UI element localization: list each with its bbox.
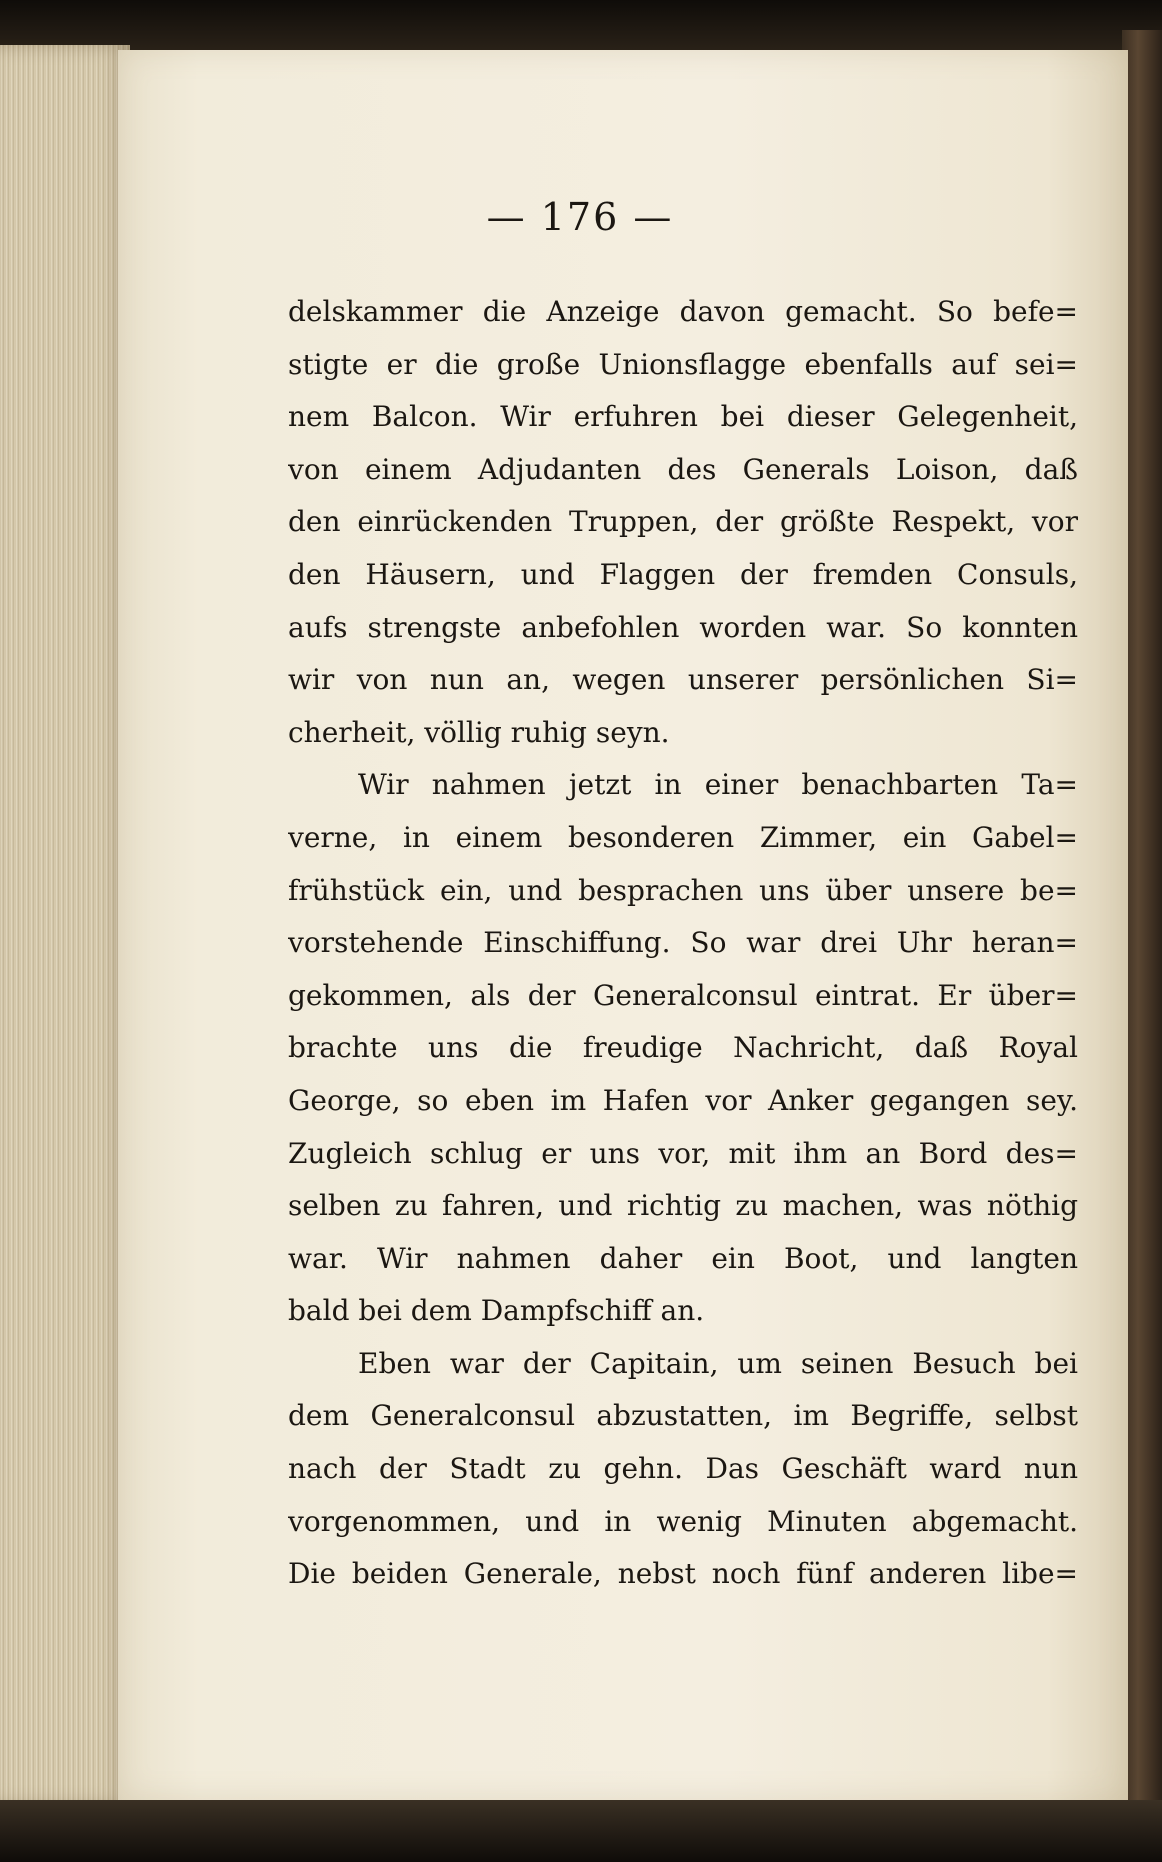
text-line: delskammer die Anzeige davon gemacht. So befe=: [288, 295, 1078, 328]
page-body-text: [288, 286, 1078, 1601]
text-line: von einem Adjudanten des Generals Loison, daß: [288, 452, 1078, 486]
text-line: Die beiden Generale, nebst noch fünf anderen libe=: [288, 1557, 1078, 1591]
bottom-edge-shadow: [0, 1800, 1162, 1862]
top-edge-shadow: [0, 0, 1162, 52]
paragraph-start-line: Wir nahmen jetzt in einer benachbarten Ta=: [358, 768, 1078, 802]
text-line: aufs strengste anbefohlen worden war. So konnten: [288, 610, 1078, 644]
paragraph-end-line: bald bei dem Dampfschiff an.: [288, 1294, 705, 1328]
paragraph-end-line: cherheit, völlig ruhig seyn.: [288, 715, 670, 749]
page-number: — 176 —: [486, 195, 674, 239]
left-page-stack: [0, 45, 130, 1805]
text-line: verne, in einem besonderen Zimmer, ein Gabel=: [288, 820, 1078, 854]
text-line: brachte uns die freudige Nachricht, daß Royal: [288, 1031, 1078, 1065]
text-line: wir von nun an, wegen unserer persönlichen Si=: [288, 663, 1078, 697]
text-line: nem Balcon. Wir erfuhren bei dieser Gelegenheit,: [288, 400, 1078, 434]
text-line: selben zu fahren, und richtig zu machen, was nöthig: [288, 1189, 1078, 1223]
text-line: war. Wir nahmen daher ein Boot, und langten: [288, 1241, 1078, 1275]
text-line: gekommen, als der Generalconsul eintrat. Er über=: [288, 978, 1078, 1012]
text-line: dem Generalconsul abzustatten, im Begriffe, selbst: [288, 1399, 1078, 1433]
book-cover-edge: [1122, 30, 1162, 1810]
text-line: frühstück ein, und besprachen uns über unsere be=: [288, 873, 1078, 907]
text-line: den Häusern, und Flaggen der fremden Consuls,: [288, 557, 1078, 591]
paragraph-start-line: Eben war der Capitain, um seinen Besuch bei: [358, 1346, 1078, 1380]
text-line: George, so eben im Hafen vor Anker gegangen sey.: [288, 1083, 1078, 1117]
text-line: vorgenommen, und in wenig Minuten abgemacht.: [288, 1504, 1078, 1538]
text-line: Zugleich schlug er uns vor, mit ihm an Bord des=: [288, 1136, 1078, 1170]
text-line: nach der Stadt zu gehn. Das Geschäft ward nun: [288, 1452, 1078, 1486]
text-line: den einrückenden Truppen, der größte Respekt, vor: [288, 505, 1078, 539]
text-line: stigte er die große Unionsflagge ebenfalls auf sei=: [288, 347, 1078, 381]
text-line: vorstehende Einschiffung. So war drei Uhr heran=: [288, 926, 1078, 960]
